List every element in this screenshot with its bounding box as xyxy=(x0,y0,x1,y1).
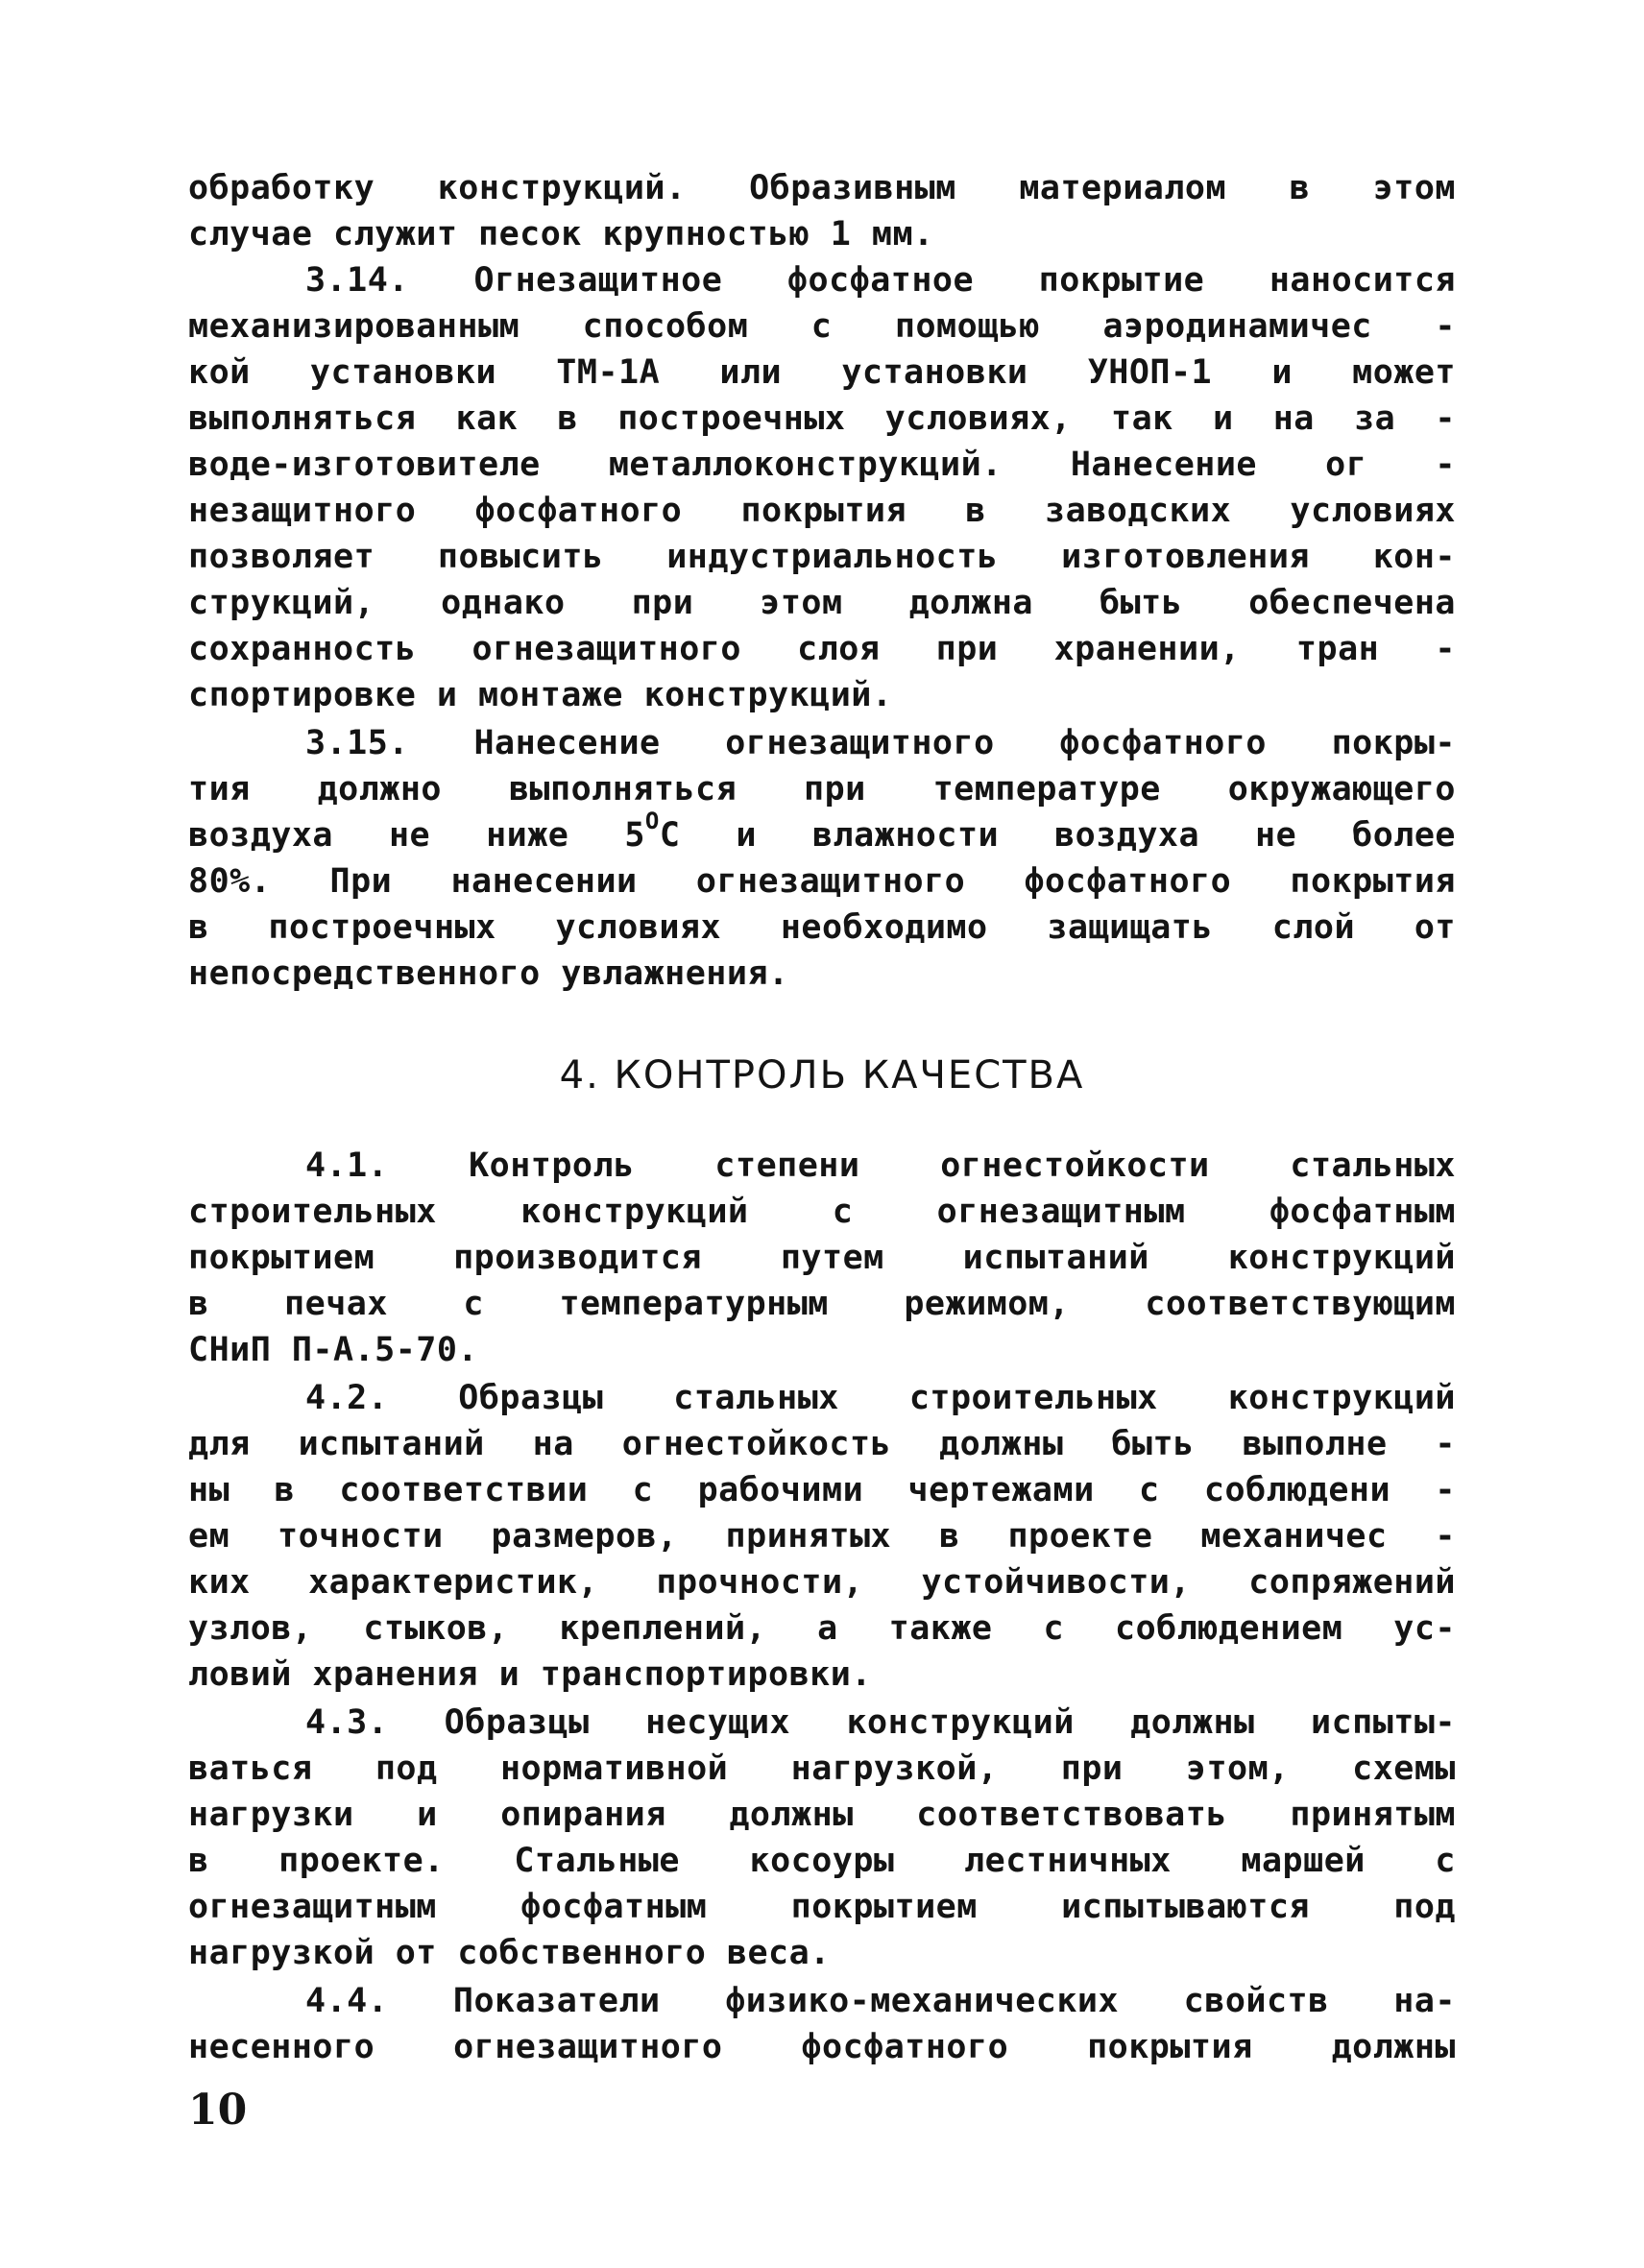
text-line: струкций, однако при этом должна быть обеспечена xyxy=(188,584,1456,622)
text-fragment: воздуха не ниже 5 xyxy=(188,816,645,855)
text-line: сохранность огнезащитного слоя при хранении, тран - xyxy=(188,630,1456,668)
text-line: непосредственного увлажнения. xyxy=(188,954,789,993)
text-line-with-degree xyxy=(188,808,1456,858)
text-fragment: С и влажности воздуха не более xyxy=(659,816,1456,855)
text-line: воде-изготовителе металлоконструкций. Нанесение ог - xyxy=(188,446,1456,484)
text-line: ловий хранения и транспортировки. xyxy=(188,1655,872,1694)
text-line: 4.1. Контроль степени огнестойкости стальных xyxy=(305,1146,1456,1185)
text-line: строительных конструкций с огнезащитным фосфатным xyxy=(188,1193,1456,1231)
text-line: ваться под нормативной нагрузкой, при этом, схемы xyxy=(188,1749,1456,1788)
text-line: спортировке и монтаже конструкций. xyxy=(188,676,893,714)
text-line: механизированным способом с помощью аэродинамичес - xyxy=(188,307,1456,346)
text-line: для испытаний на огнестойкость должны быть выполне - xyxy=(188,1425,1456,1463)
text-line: 4.2. Образцы стальных строительных конструкций xyxy=(305,1379,1456,1417)
section-heading: 4. КОНТРОЛЬ КАЧЕСТВА xyxy=(559,1053,1085,1098)
text-line: нагрузкой от собственного веса. xyxy=(188,1934,831,1972)
text-line: в построечных условиях необходимо защищать слой от xyxy=(188,908,1456,947)
text-line: в печах с температурным режимом, соответствующим xyxy=(188,1285,1456,1323)
text-line: тия должно выполняться при температуре окружающего xyxy=(188,770,1456,808)
text-line: выполняться как в построечных условиях, так и на за - xyxy=(188,399,1456,438)
text-line: узлов, стыков, креплений, а также с соблюдением ус- xyxy=(188,1609,1456,1648)
text-line: ем точности размеров, принятых в проекте механичес - xyxy=(188,1517,1456,1556)
text-line: огнезащитным фосфатным покрытием испытываются под xyxy=(188,1888,1456,1926)
text-line: покрытием производится путем испытаний конструкций xyxy=(188,1239,1456,1277)
text-line: нагрузки и опирания должны соответствовать принятым xyxy=(188,1796,1456,1834)
text-line: 4.4. Показатели физико-механических свойств на- xyxy=(305,1982,1456,2020)
text-line: 4.3. Образцы несущих конструкций должны испыты- xyxy=(305,1703,1456,1742)
text-line: в проекте. Стальные косоуры лестничных маршей с xyxy=(188,1842,1456,1880)
text-line: ны в соответствии с рабочими чертежами с соблюдени - xyxy=(188,1471,1456,1509)
text-line: ких характеристик, прочности, устойчивости, сопряжений xyxy=(188,1563,1456,1602)
text-line: случае служит песок крупностью 1 мм. xyxy=(188,215,934,253)
page-number: 10 xyxy=(188,2086,248,2135)
text-line: кой установки ТМ-1А или установки УНОП-1 и может xyxy=(188,353,1456,392)
text-line: 80%. При нанесении огнезащитного фосфатного покрытия xyxy=(188,862,1456,901)
text-line: обработку конструкций. Образивным материалом в этом xyxy=(188,169,1456,207)
text-line: несенного огнезащитного фосфатного покрытия должны xyxy=(188,2028,1456,2066)
text-line: незащитного фосфатного покрытия в заводских условиях xyxy=(188,492,1456,530)
text-line: 3.15. Нанесение огнезащитного фосфатного покры- xyxy=(305,724,1456,762)
degree-superscript: O xyxy=(644,808,660,834)
text-line: СНиП П-А.5-70. xyxy=(188,1331,479,1369)
text-line: 3.14. Огнезащитное фосфатное покрытие наносится xyxy=(305,261,1456,300)
text-line: позволяет повысить индустриальность изготовления кон- xyxy=(188,538,1456,576)
